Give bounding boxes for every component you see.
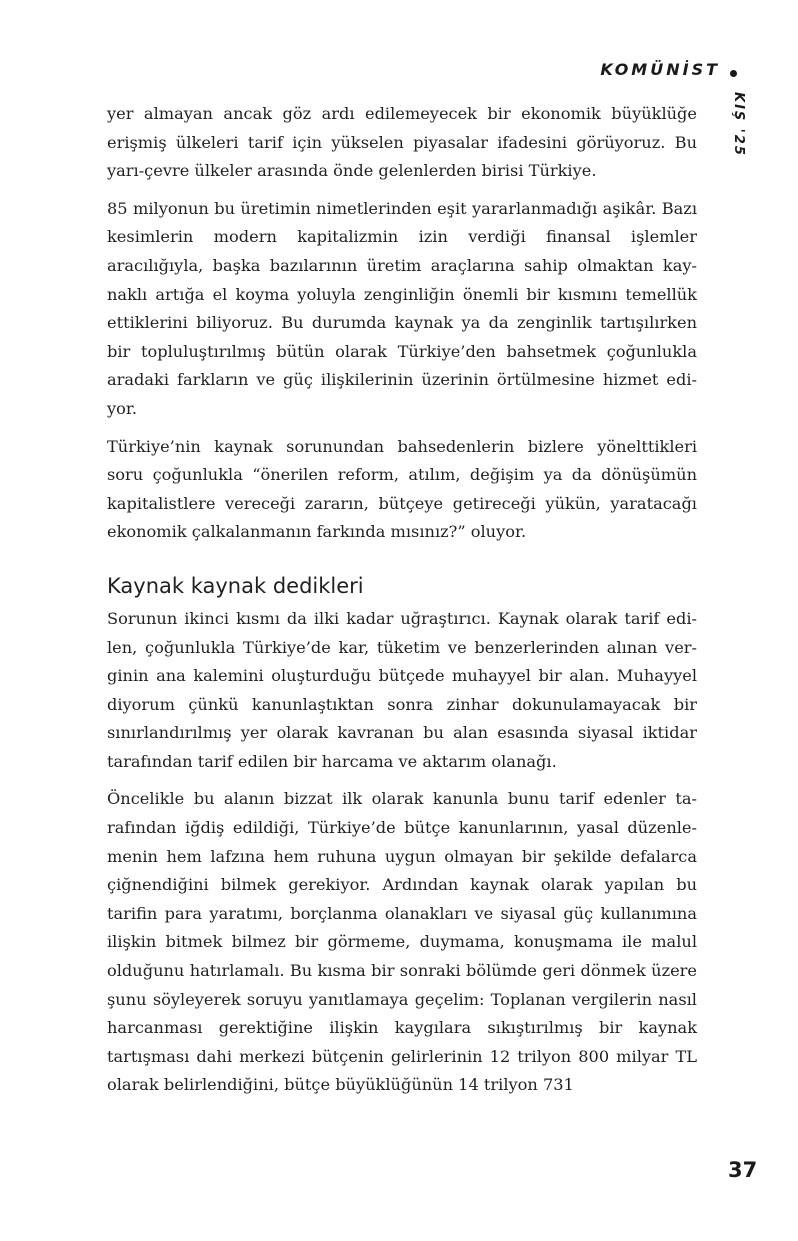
article-body [107, 100, 697, 1109]
paragraph: yer almayan ancak göz ardı edilemeyecek bir ekonomik büyüklüğe erişmiş ülkeleri tarif için yükselen piyasalar ifadesini görüyoruz. Bu yarı-çevre ülkeler arasında önde gelenlerden birisi Türkiye. [107, 104, 697, 181]
paragraph: 85 milyonun bu üretimin nimetlerinden eşit yararlanmadığı aşikâr. Bazı kesimlerin modern kapitalizmin izin verdiği finansal işlemler aracılığıyla, başka bazılarının üretim araçlarına sahip olmaktan kaynaklı artığa el koyma yoluyla zenginliğin önemli bir kısmını temellük ettiklerini biliyoruz. Bu durumda kaynak ya da zenginlik tartışılırken bir topluluştırılmış bütün olarak Türkiye’den bahsetmek çoğunlukla aradaki farkların ve güç ilişkilerinin üzerinin örtülmesine hizmet ediyor. [107, 198, 697, 418]
paragraph: Öncelikle bu alanın bizzat ilk olarak kanunla bunu tarif edenler tarafından iğdiş edildiği, Türkiye’de bütçe kanunlarının, yasal düzenlemenin hem lafzına hem ruhuna uygun olmayan bir şekilde defalarca çiğnendiğini bilmek gerekiyor. Ardından kaynak olarak yapılan bu tarifin para yaratımı, borçlanma olanakları ve siyasal güç kullanımına ilişkin bitmek bilmez bir görmeme, duymama, konuşmama ile malul olduğunu hatırlamalı. Bu kısma bir sonraki bölümde geri dönmek üzere şunu söyleyerek soruyu yanıtlamaya geçelim: Toplanan vergilerin nasıl harcanması gerektiğine ilişkin kaygılara sıkıştırılmış bir kaynak tartışması dahi merkezi bütçenin gelirlerinin 12 trilyon 800 milyar TL olarak belirlendiğini, bütçe büyüklüğünün 14 trilyon 731 [107, 789, 697, 1095]
bullet-dot-icon [730, 70, 737, 77]
magazine-title: KOMÜNİST [600, 60, 720, 79]
section-heading: Kaynak kaynak dedikleri [107, 573, 364, 598]
paragraph: Türkiye’nin kaynak sorunundan bahsedenlerin bizlere yönelttikleri soru çoğunlukla “önerilen reform, atılım, değişim ya da dönüşümün kapitalistlere vereceği zararın, bütçeye getireceği yükün, yaratacağı ekonomik çalkalanmanın farkında mısınız?” oluyor. [107, 436, 697, 542]
page-number: 37 [728, 1158, 758, 1182]
issue-label: KIŞ '25 [731, 92, 746, 157]
paragraph: Sorunun ikinci kısmı da ilki kadar uğraştırıcı. Kaynak olarak tarif edilen, çoğunlukla Türkiye’de kar, tüketim ve benzerlerinden alınan verginin ana kalemini oluşturduğu bütçede muhayyel bir alan. Muhayyel diyorum çünkü kanunlaştıktan sonra zinhar dokunulamayacak bir sınırlandırılmış yer olarak kavranan bu alan esasında siyasal iktidar tarafından tarif edilen bir harcama ve aktarım olanağı. [107, 608, 697, 771]
